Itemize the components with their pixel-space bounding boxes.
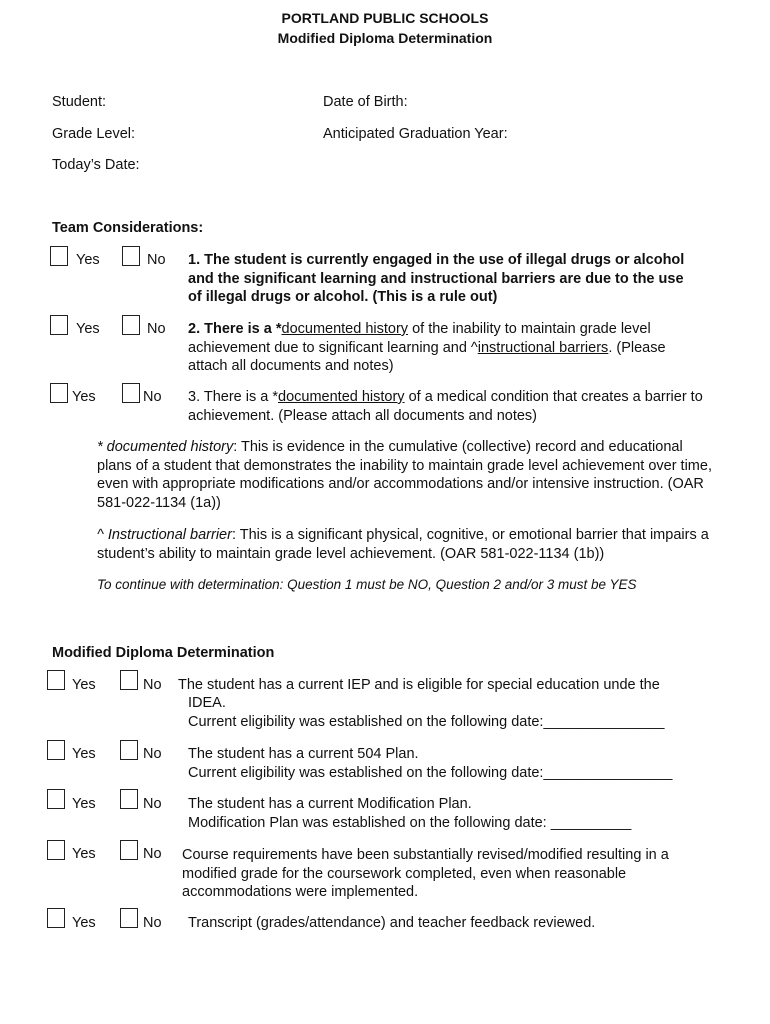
- d1-yes-checkbox[interactable]: [47, 670, 65, 690]
- d3-modification-text: The student has a current Modification Plan.: [188, 796, 472, 812]
- q2-no-checkbox[interactable]: [122, 315, 140, 335]
- d3-yes-label: Yes: [72, 796, 96, 812]
- q2-no-label: No: [147, 321, 166, 337]
- team-considerations-heading: Team Considerations:: [52, 220, 204, 236]
- d2-504-text: The student has a current 504 Plan.: [188, 746, 419, 762]
- d2-yes-label: Yes: [72, 746, 96, 762]
- q3-no-checkbox[interactable]: [122, 383, 140, 403]
- q2-text-mid: of the inability to maintain grade level achievement due to significant learning and ^: [188, 321, 651, 356]
- d4-no-checkbox[interactable]: [120, 840, 138, 860]
- note-documented-history: [97, 438, 717, 512]
- continue-instruction: To continue with determination: Question 1 must be NO, Question 2 and/or 3 must be YES: [97, 577, 637, 592]
- q1-no-label: No: [147, 252, 166, 268]
- note-1-text: : This is evidence in the cumulative (collective) record and educational plans of a student that demonstrates the inability to maintain grade level achievement over time, even with appropriate modifications and/or accommodations and/or intensive instruction. (OAR 581-022-1134 (1a)): [97, 439, 712, 511]
- student-label: Student:: [52, 94, 107, 110]
- d4-yes-checkbox[interactable]: [47, 840, 65, 860]
- d2-eligibility-date: Current eligibility was established on the following date:________________: [188, 765, 673, 781]
- todays-date-label: Today’s Date:: [52, 157, 140, 173]
- d2-no-label: No: [143, 746, 162, 762]
- q3-number: 3. There is a *: [188, 389, 279, 405]
- d5-yes-checkbox[interactable]: [47, 908, 65, 928]
- org-name: PORTLAND PUBLIC SCHOOLS: [281, 10, 489, 26]
- d5-transcript-text: Transcript (grades/attendance) and teacher feedback reviewed.: [188, 915, 596, 931]
- q1-yes-checkbox[interactable]: [50, 246, 68, 266]
- q2-number: 2. There is a *: [188, 321, 282, 337]
- q2-yes-checkbox[interactable]: [50, 315, 68, 335]
- d3-yes-checkbox[interactable]: [47, 789, 65, 809]
- d1-no-label: No: [143, 677, 162, 693]
- graduation-year-label: Anticipated Graduation Year:: [323, 126, 508, 142]
- note-instructional-barrier: [97, 526, 737, 563]
- d1-iep-text: The student has a current IEP and is eligible for special education unde the: [178, 677, 660, 693]
- d1-idea-text: IDEA.: [188, 695, 226, 711]
- d4-course-requirements-text: Course requirements have been substantially revised/modified resulting in a modified grade for the coursework completed, even when reasonable accommodations were implemented.: [182, 847, 669, 900]
- q3-yes-label: Yes: [72, 389, 96, 405]
- d3-plan-date: Modification Plan was established on the following date: __________: [188, 815, 632, 831]
- q2-text-end: . (Please attach all documents and notes): [188, 339, 666, 374]
- d3-no-checkbox[interactable]: [120, 789, 138, 809]
- q1-no-checkbox[interactable]: [122, 246, 140, 266]
- d5-yes-label: Yes: [72, 915, 96, 931]
- dob-label: Date of Birth:: [323, 94, 408, 110]
- note-2-text: : This is a significant physical, cognitive, or emotional barrier that impairs a student’s ability to maintain grade level achievement. (OAR 581-022-1134 (1b)): [97, 527, 709, 562]
- d1-no-checkbox[interactable]: [120, 670, 138, 690]
- question-3-text: [188, 388, 708, 425]
- grade-level-label: Grade Level:: [52, 126, 136, 142]
- q2-instructional-barriers-link: instructional barriers: [477, 339, 609, 356]
- d2-no-checkbox[interactable]: [120, 740, 138, 760]
- note-1-term: * documented history: [97, 439, 234, 455]
- question-1-text: 1. The student is currently engaged in the use of illegal drugs or alcohol and the significant learning and instructional barriers are due to the use of illegal drugs or alcohol. (This is a rule out): [188, 252, 685, 305]
- d2-yes-checkbox[interactable]: [47, 740, 65, 760]
- q3-yes-checkbox[interactable]: [50, 383, 68, 403]
- question-2-text: [188, 320, 708, 376]
- d4-yes-label: Yes: [72, 846, 96, 862]
- d5-no-label: No: [143, 915, 162, 931]
- note-2-term: ^ Instructional barrier: [97, 527, 232, 543]
- d4-no-label: No: [143, 846, 162, 862]
- q3-no-label: No: [143, 389, 162, 405]
- d5-no-checkbox[interactable]: [120, 908, 138, 928]
- q2-documented-history-link: documented history: [281, 321, 409, 337]
- d3-no-label: No: [143, 796, 162, 812]
- q1-yes-label: Yes: [76, 252, 100, 268]
- q3-text-end: of a medical condition that creates a barrier to achievement. (Please attach all documents and notes): [188, 389, 703, 424]
- form-title: Modified Diploma Determination: [277, 30, 493, 46]
- d1-eligibility-date: Current eligibility was established on the following date:_______________: [188, 714, 665, 730]
- q2-yes-label: Yes: [76, 321, 100, 337]
- q3-documented-history-link: documented history: [278, 389, 405, 405]
- determination-heading: Modified Diploma Determination: [52, 645, 275, 661]
- d1-yes-label: Yes: [72, 677, 96, 693]
